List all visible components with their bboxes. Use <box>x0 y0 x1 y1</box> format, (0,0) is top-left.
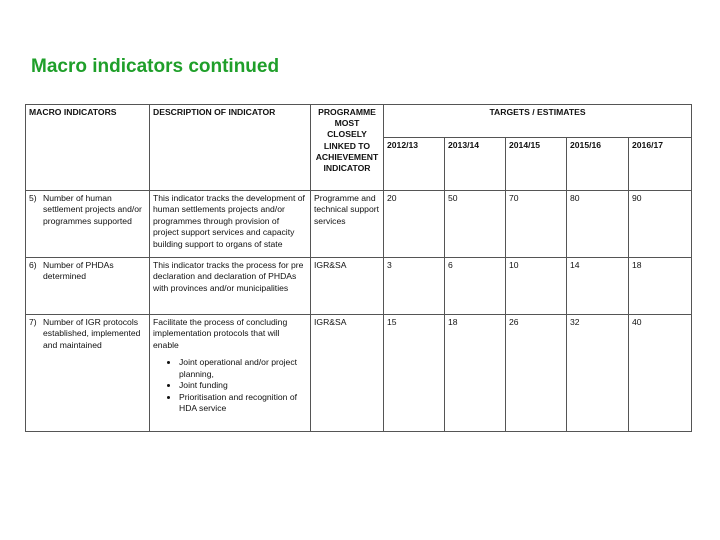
header-year: 2015/16 <box>567 138 629 191</box>
bullet-item: • Joint operational and/or project planning, <box>179 357 307 380</box>
target-cell: 70 <box>506 191 567 258</box>
description-cell <box>150 315 311 432</box>
header-year: 2014/15 <box>506 138 567 191</box>
row-number: 6) <box>29 260 37 270</box>
target-cell: 26 <box>506 315 567 432</box>
table-row <box>26 315 692 432</box>
programme-cell: Programme and technical support services <box>311 191 384 258</box>
target-cell: 40 <box>629 315 692 432</box>
description-bullet-list <box>153 357 307 414</box>
bullet-item: • Joint funding <box>179 380 307 391</box>
header-year: 2016/17 <box>629 138 692 191</box>
target-cell: 10 <box>506 258 567 315</box>
header-description: DESCRIPTION OF INDICATOR <box>150 105 311 191</box>
table-row <box>26 191 692 258</box>
target-cell: 15 <box>384 315 445 432</box>
macro-indicator-text: Number of IGR protocols established, implemented and maintained <box>43 317 141 350</box>
description-text: Facilitate the process of concluding implementation protocols that will enable <box>153 317 288 350</box>
macro-indicator-cell <box>26 315 150 432</box>
header-year: 2013/14 <box>445 138 506 191</box>
target-cell: 18 <box>445 315 506 432</box>
row-number: 7) <box>29 317 37 327</box>
header-macro-indicators: MACRO INDICATORS <box>26 105 150 191</box>
bullet-item: • Prioritisation and recognition of HDA service <box>179 392 307 415</box>
target-cell: 50 <box>445 191 506 258</box>
header-year: 2012/13 <box>384 138 445 191</box>
macro-indicator-cell <box>26 258 150 315</box>
macro-indicator-text: Number of human settlement projects and/or programmes supported <box>43 193 142 226</box>
programme-cell: IGR&SA <box>311 315 384 432</box>
target-cell: 90 <box>629 191 692 258</box>
slide-title: Macro indicators continued <box>31 56 280 77</box>
target-cell: 18 <box>629 258 692 315</box>
macro-indicators-table <box>25 104 692 432</box>
macro-indicator-text: Number of PHDAs determined <box>43 260 114 282</box>
target-cell: 20 <box>384 191 445 258</box>
header-programme: PROGRAMME MOST CLOSELY LINKED TO ACHIEVEMENT INDICATOR <box>311 105 384 191</box>
macro-indicator-cell <box>26 191 150 258</box>
description-cell: This indicator tracks the process for pre declaration and declaration of PHDAs with provinces and/or municipalities <box>150 258 311 315</box>
description-cell: This indicator tracks the development of human settlements projects and/or programmes through provision of project support services and capacity building support to organs of state <box>150 191 311 258</box>
table-row <box>26 258 692 315</box>
target-cell: 14 <box>567 258 629 315</box>
programme-cell: IGR&SA <box>311 258 384 315</box>
header-row <box>26 105 692 138</box>
target-cell: 32 <box>567 315 629 432</box>
target-cell: 6 <box>445 258 506 315</box>
row-number: 5) <box>29 193 37 203</box>
header-targets-estimates: TARGETS / ESTIMATES <box>384 105 692 138</box>
target-cell: 80 <box>567 191 629 258</box>
target-cell: 3 <box>384 258 445 315</box>
